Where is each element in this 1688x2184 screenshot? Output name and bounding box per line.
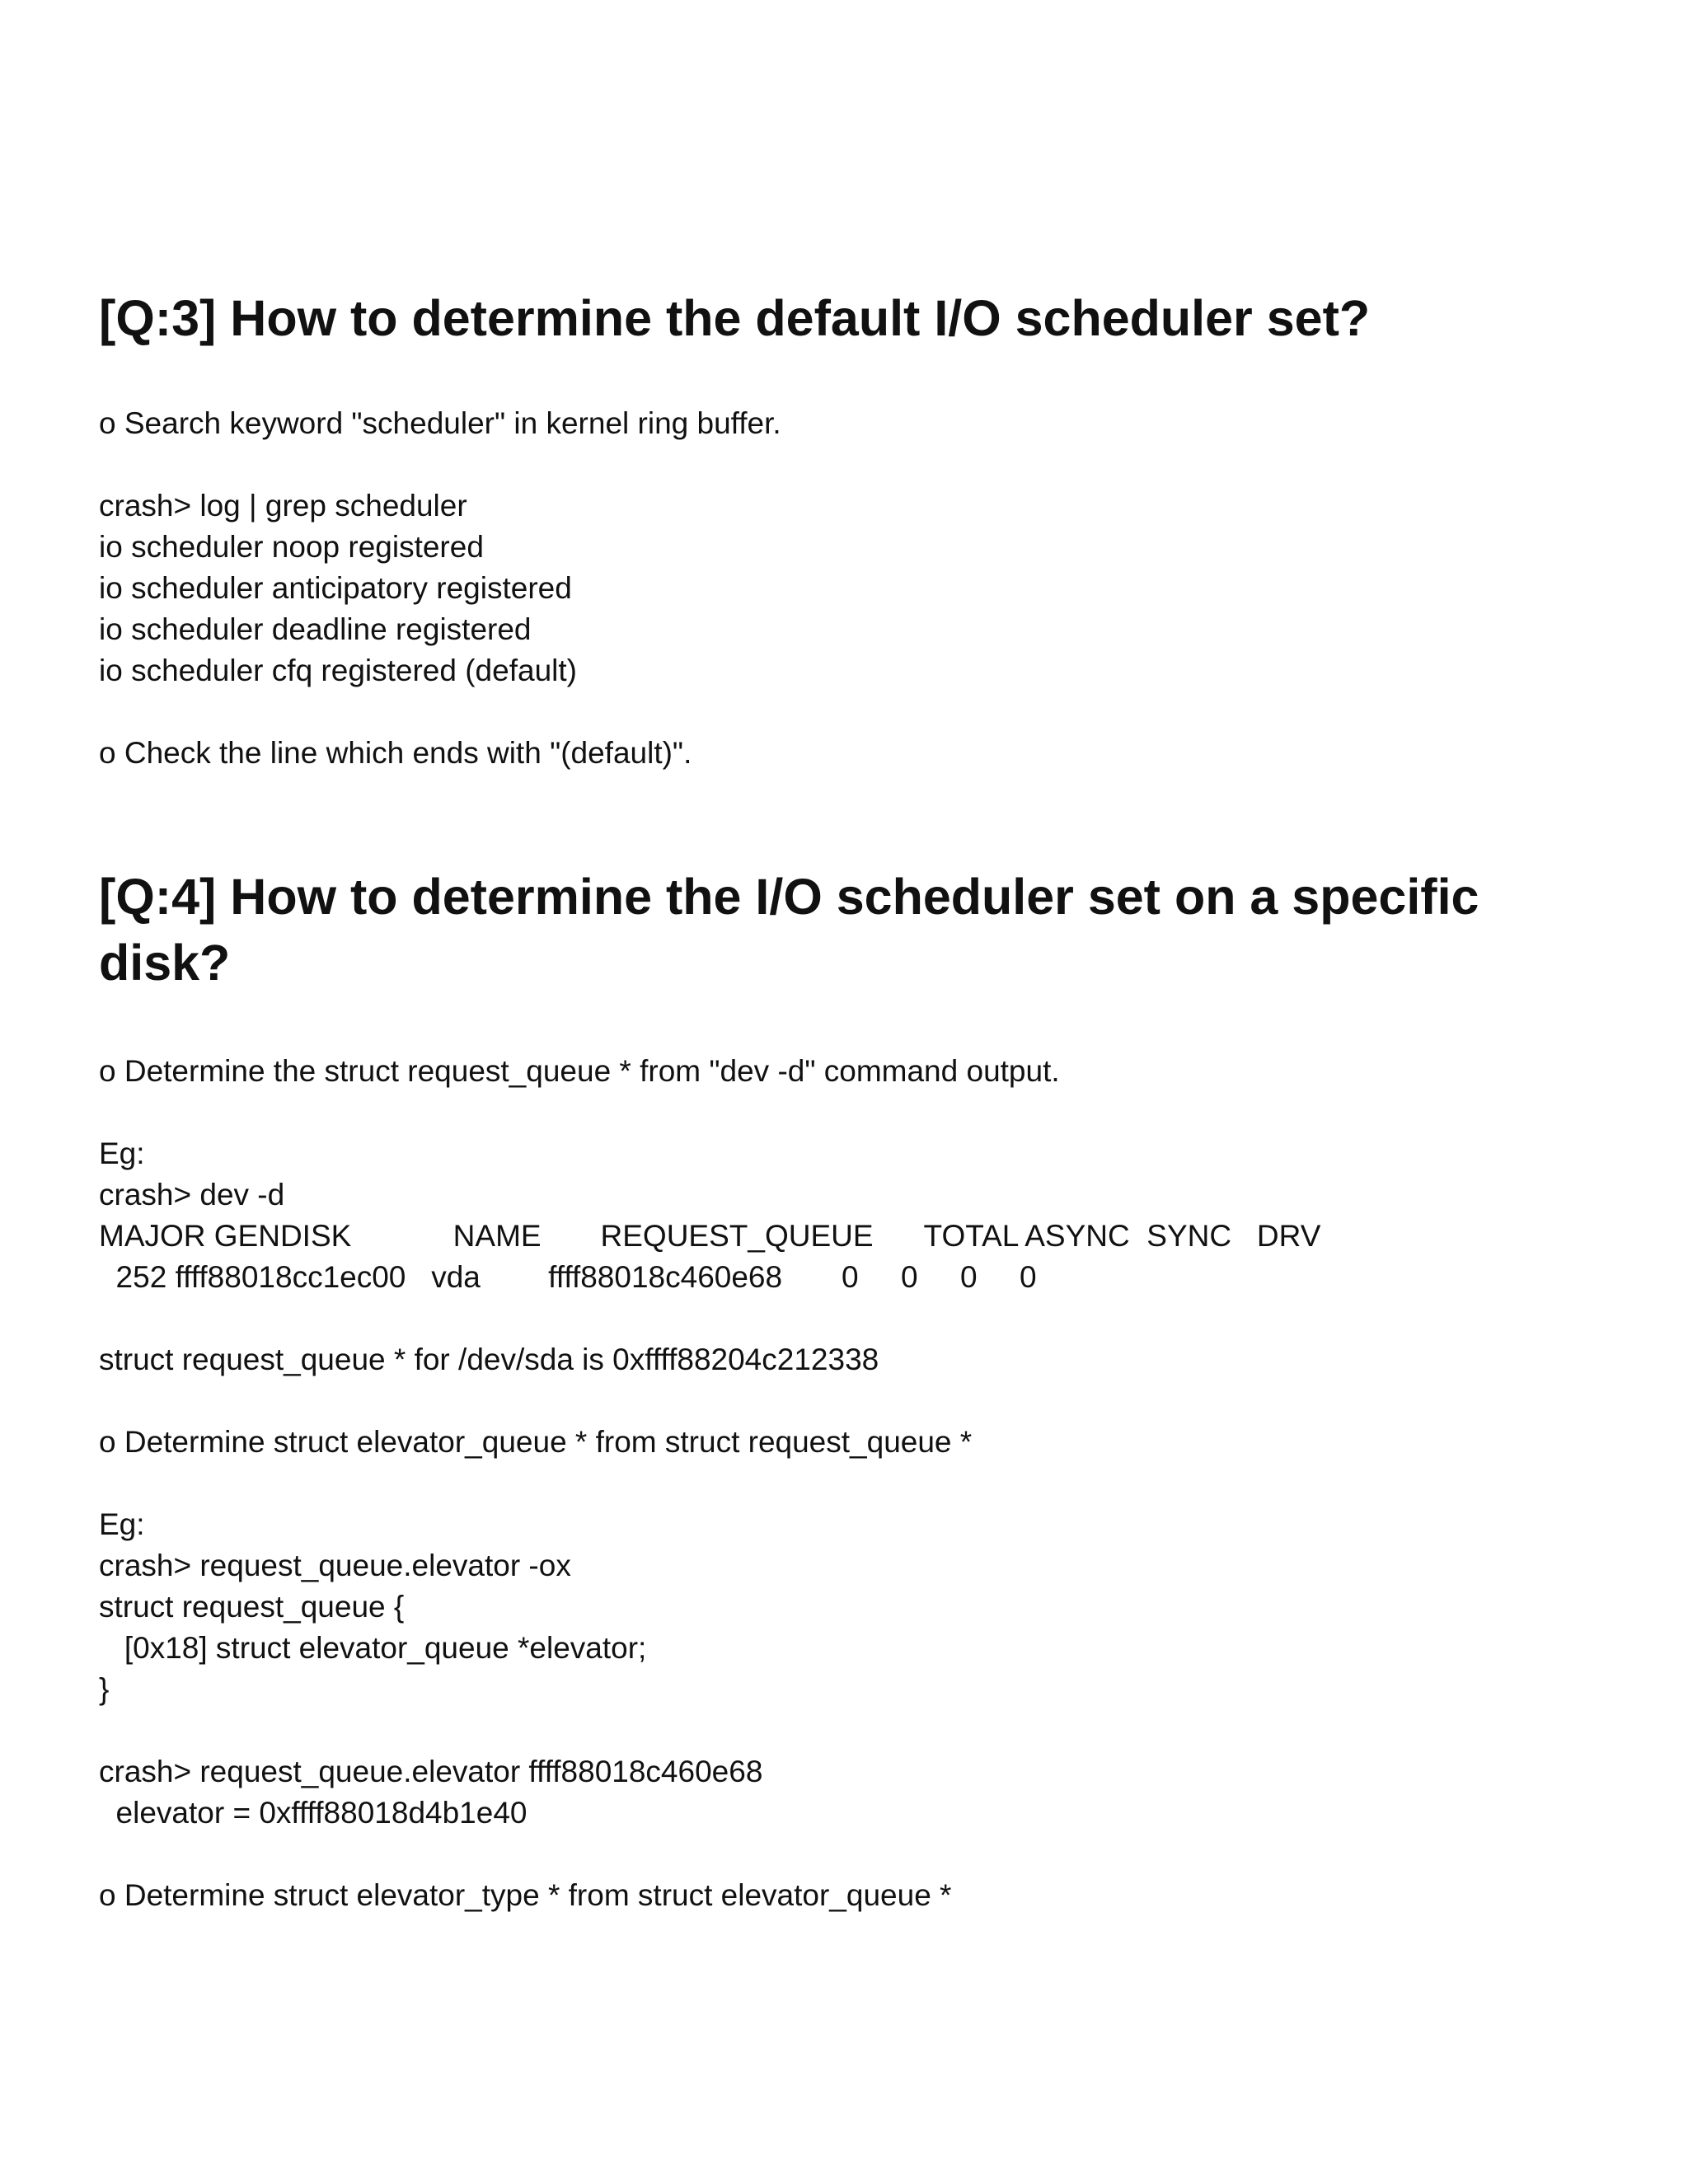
q4-crash-command: crash> dev -d: [99, 1178, 285, 1212]
q4-elevator-queue-instruction: o Determine struct elevator_queue * from struct request_queue *: [99, 1425, 973, 1459]
q4-heading-line-2: disk?: [99, 935, 231, 991]
q3-heading: [Q:3] How to determine the default I/O scheduler set?: [99, 290, 1371, 346]
q4-elevator-value: elevator = 0xffff88018d4b1e40: [99, 1796, 528, 1830]
q4-crash-command: crash> request_queue.elevator -ox: [99, 1549, 571, 1582]
q4-crash-command: crash> request_queue.elevator ffff88018c460e68: [99, 1755, 763, 1788]
q3-output-line: io scheduler cfq registered (default): [99, 654, 577, 687]
q4-request-queue-note: struct request_queue * for /dev/sda is 0xffff88204c212338: [99, 1343, 879, 1376]
q4-struct-output-line: }: [99, 1672, 110, 1706]
q4-dev-table-header: MAJOR GENDISK NAME REQUEST_QUEUE TOTAL ASYNC SYNC DRV: [99, 1219, 1321, 1253]
q4-dev-table-row: 252 ffff88018cc1ec00 vda ffff88018c460e68 0 0 0 0: [99, 1260, 1037, 1294]
q4-example-label: Eg:: [99, 1507, 145, 1541]
q3-check-instruction: o Check the line which ends with "(default)".: [99, 736, 692, 770]
q4-struct-output-line: [0x18] struct elevator_queue *elevator;: [99, 1631, 647, 1665]
q4-heading-line-1: [Q:4] How to determine the I/O scheduler set on a specific: [99, 869, 1479, 925]
q3-output-line: io scheduler noop registered: [99, 530, 484, 564]
q3-crash-command: crash> log | grep scheduler: [99, 489, 467, 523]
q4-request-queue-instruction: o Determine the struct request_queue * from "dev -d" command output.: [99, 1054, 1060, 1088]
q3-search-instruction: o Search keyword "scheduler" in kernel ring buffer.: [99, 406, 781, 440]
q4-struct-output-line: struct request_queue {: [99, 1590, 405, 1624]
q3-output-line: io scheduler anticipatory registered: [99, 571, 572, 605]
q3-output-line: io scheduler deadline registered: [99, 612, 532, 646]
q4-elevator-type-instruction: o Determine struct elevator_type * from struct elevator_queue *: [99, 1878, 952, 1912]
q4-example-label: Eg:: [99, 1137, 145, 1170]
